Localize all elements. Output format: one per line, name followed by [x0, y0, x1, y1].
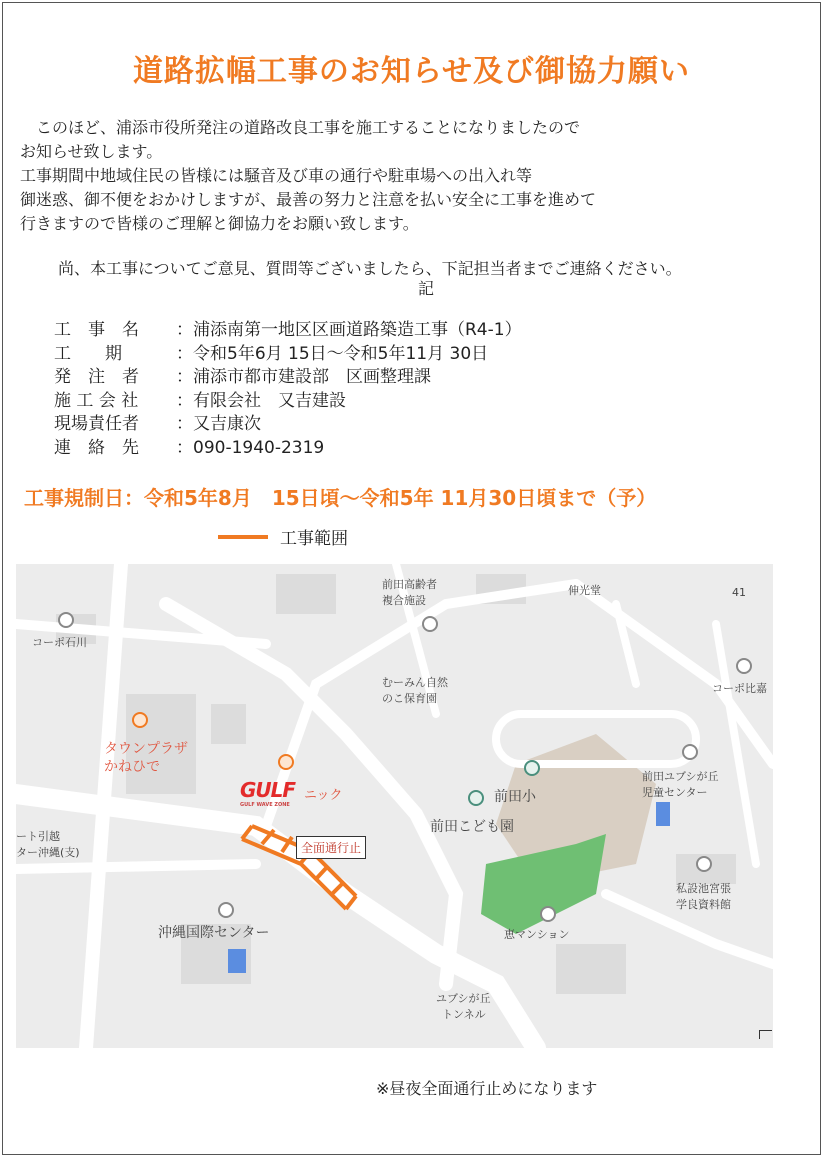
- map-pin-icon: [58, 612, 74, 628]
- detail-label: 発 注 者: [54, 367, 139, 387]
- legend-line-icon: [218, 535, 268, 539]
- project-details: [54, 319, 522, 460]
- map-label: ユブシが丘: [436, 992, 491, 1005]
- detail-value: ：又吉康次: [176, 414, 261, 434]
- detail-label: 連 絡 先: [54, 437, 139, 458]
- map-label: ニック: [304, 788, 343, 803]
- map-label: 前田ユブシが丘: [642, 770, 719, 783]
- map-label: 前田こども園: [430, 819, 514, 835]
- detail-row-name: [54, 319, 522, 343]
- closure-note: ※昼夜全面通行止めになります: [376, 1079, 598, 1098]
- detail-label: 現場責任者: [54, 414, 139, 434]
- map-label: 児童センター: [642, 786, 708, 799]
- map-label: コーポ石川: [32, 636, 87, 649]
- school-pin-icon: [468, 790, 484, 806]
- map-label: 学良資料館: [676, 898, 731, 911]
- map-legend: [218, 524, 348, 549]
- map-label: 41: [732, 586, 746, 599]
- map-label: ート引越: [16, 830, 60, 843]
- gulf-logo: [240, 778, 295, 808]
- map-pin-icon: [736, 658, 752, 674]
- gulf-logo-sub: GULF WAVE ZONE: [240, 802, 290, 808]
- page-title: 道路拡幅工事のお知らせ及び御協力願い: [132, 54, 691, 89]
- gulf-logo-text: GULF: [240, 778, 296, 802]
- map-label: のこ保育園: [382, 692, 437, 705]
- intro-line: 御迷惑、御不便をおかけしますが、最善の努力と注意を払い安全に工事を進めて: [20, 190, 597, 209]
- ki-heading: 記: [418, 279, 435, 298]
- detail-row-contractor: [54, 390, 522, 414]
- detail-value: ：浦添南第一地区区画道路築造工事（R4-1）: [176, 320, 522, 340]
- construction-map: [16, 564, 773, 1048]
- detail-value: ：令和5年6月 15日～令和5年11月 30日: [176, 343, 489, 364]
- detail-label: 工 期: [54, 343, 122, 364]
- detail-value: ：浦添市都市建設部 区画整理課: [176, 367, 431, 387]
- map-label: 前田小: [494, 789, 536, 805]
- map-label: 恵マンション: [504, 928, 570, 941]
- map-pin-icon: [540, 906, 556, 922]
- intro-line: お知らせ致します。: [20, 142, 163, 161]
- map-label: 複合施設: [382, 594, 426, 607]
- detail-row-manager: [54, 413, 522, 437]
- map-pin-icon: [422, 616, 438, 632]
- map-label: トンネル: [442, 1008, 486, 1021]
- map-label: タウンプラザ: [104, 741, 188, 757]
- contact-request: 尚、本工事についてご意見、質問等ございましたら、下記担当者までご連絡ください。: [58, 259, 682, 278]
- detail-value: ：090-1940-2319: [176, 437, 325, 458]
- map-label: 私設池宮張: [676, 882, 731, 895]
- road-closure-label: 全面通行止: [296, 836, 366, 859]
- detail-value: ：有限会社 又吉建設: [176, 390, 346, 411]
- detail-row-contact: [54, 437, 522, 461]
- map-label: むーみん自然: [382, 676, 448, 689]
- intro-line: このほど、浦添市役所発注の道路改良工事を施工することになりましたので: [20, 118, 581, 137]
- map-label: ター沖縄(支): [16, 846, 80, 859]
- intro-line: 工事期間中地域住民の皆様には騒音及び車の通行や駐車場への出入れ等: [20, 166, 533, 185]
- map-roads: [16, 564, 773, 1048]
- map-label: 前田高齢者: [382, 578, 437, 591]
- map-pin-icon: [218, 902, 234, 918]
- map-label: 沖縄国際センター: [158, 925, 270, 941]
- intro-line: 行きますので皆様のご理解と御協力をお願い致します。: [20, 214, 419, 233]
- school-pin-icon: [524, 760, 540, 776]
- intro-text: [20, 116, 596, 236]
- detail-row-period: [54, 343, 522, 367]
- detail-label: 工 事 名: [54, 320, 139, 340]
- legend-label: 工事範囲: [280, 529, 348, 549]
- map-label: 伸光堂: [568, 584, 601, 597]
- map-label: コーポ比嘉: [712, 682, 767, 695]
- map-pin-icon: [696, 856, 712, 872]
- detail-label: 施 工 会 社: [54, 390, 139, 411]
- corner-mark: [759, 1030, 772, 1039]
- shop-pin-icon: [132, 712, 148, 728]
- restriction-period: 工事規制日：令和5年8月 15日頃～令和5年 11月30日頃まで（予）: [24, 486, 657, 510]
- map-label: かねひで: [104, 759, 160, 775]
- clinic-pin-icon: [278, 754, 294, 770]
- map-pin-icon: [682, 744, 698, 760]
- detail-row-client: [54, 366, 522, 390]
